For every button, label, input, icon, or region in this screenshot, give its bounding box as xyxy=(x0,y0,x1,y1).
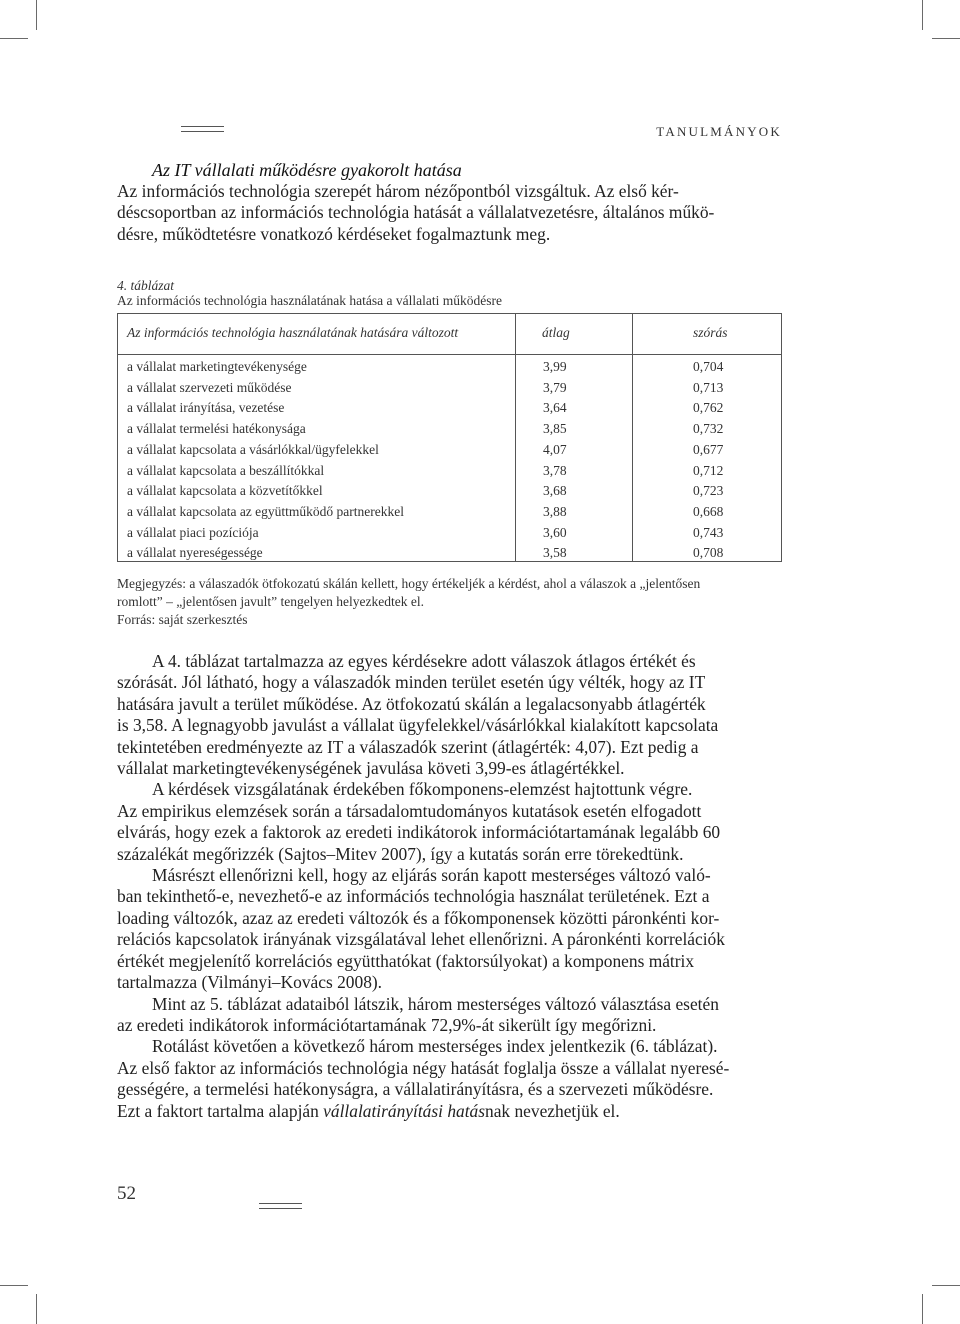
cell-variable: a vállalat szervezeti működése xyxy=(127,379,292,395)
footer-ornament xyxy=(259,1203,302,1209)
cell-variable: a vállalat kapcsolata a közvetítőkkel xyxy=(127,483,323,499)
paragraph xyxy=(117,651,782,779)
crop-mark xyxy=(36,0,37,30)
text-line: relációs kapcsolatok irányának vizsgálatával lehet ellenőrizni. A páronkénti korrelációk xyxy=(117,929,725,950)
header-mean: átlag xyxy=(542,325,570,340)
table-caption: Az információs technológia használatának hatása a vállalati működésre xyxy=(117,293,502,308)
table-row xyxy=(118,378,781,399)
cell-sd: 0,708 xyxy=(693,545,724,561)
cell-variable: a vállalat piaci pozíciója xyxy=(127,524,259,540)
text-fragment: Ezt a faktort tartalma alapján xyxy=(117,1100,324,1121)
results-table xyxy=(117,313,782,562)
text-line: gességére, a termelési hatékonyságra, a vállalatirányításra, és a szervezeti működésre. xyxy=(117,1079,714,1100)
text-line: százalékát megőrizzék (Sajtos–Mitev 2007), így a kutatás során erre törekedtünk. xyxy=(117,843,684,864)
cell-mean: 3,60 xyxy=(543,524,567,540)
crop-mark xyxy=(922,0,923,30)
body-paragraphs xyxy=(117,651,782,1122)
text-line: A kérdések vizsgálatának érdekében főkomponens-elemzést hajtottunk végre. xyxy=(152,779,693,800)
text-line: Rotálást követően a következő három mesterséges index jelentkezik (6. táblázat). xyxy=(152,1036,718,1057)
text-line: Az első faktor az információs technológia négy hatását foglalja össze a vállalat nyeresé- xyxy=(117,1057,730,1078)
text-line: tekintetében eredményezte az IT a válaszadók szerint (átlagérték: 4,07). Ezt pedig a xyxy=(117,736,699,757)
note-source: Forrás: saját szerkesztés xyxy=(117,612,248,627)
cell-variable: a vállalat nyereségessége xyxy=(127,545,263,561)
table-row xyxy=(118,440,781,461)
paragraph xyxy=(117,779,782,865)
table-row xyxy=(118,481,781,502)
cell-mean: 4,07 xyxy=(543,441,567,457)
cell-mean: 3,64 xyxy=(543,400,567,416)
table-row xyxy=(118,398,781,419)
paragraph xyxy=(117,865,782,993)
cell-variable: a vállalat kapcsolata a vásárlókkal/ügyfelekkel xyxy=(127,441,379,457)
crop-mark xyxy=(932,1285,960,1286)
crop-mark xyxy=(0,38,28,39)
cell-mean: 3,58 xyxy=(543,545,567,561)
cell-mean: 3,88 xyxy=(543,503,567,519)
cell-sd: 0,743 xyxy=(693,524,724,540)
text-line: hatására javult a terület működése. Az ötfokozatú skálán a legalacsonyabb átlagérték xyxy=(117,693,706,714)
cell-variable: a vállalat termelési hatékonysága xyxy=(127,421,306,437)
note-line: romlott” – „jelentősen javult” tengelyen helyezkedtek el. xyxy=(117,594,425,609)
text-line: désre, működtetésre vonatkozó kérdéseket fogalmaztunk meg. xyxy=(117,223,551,244)
text-line: déscsoportban az információs technológia hatását a vállalatvezetésre, általános műkö- xyxy=(117,202,715,223)
text-line: az eredeti indikátorok információtartamának 72,9%-át sikerült így megőrizni. xyxy=(117,1014,657,1035)
table-row xyxy=(118,502,781,523)
text-line: vállalat marketingtevékenységének javulása követi 3,99-es átlagértékkel. xyxy=(117,758,625,779)
table-row xyxy=(118,357,781,378)
cell-sd: 0,732 xyxy=(693,421,724,437)
cell-variable: a vállalat kapcsolata a beszállítókkal xyxy=(127,462,325,478)
paragraph xyxy=(117,994,782,1037)
paragraph xyxy=(117,1036,782,1122)
table-note xyxy=(117,575,782,629)
text-line: szórását. Jól látható, hogy a válaszadók minden terület esetén úgy vélték, hogy az IT xyxy=(117,672,706,693)
text-line: loading változók, azaz az eredeti változók és a főkomponensek közötti páronkénti kor- xyxy=(117,907,720,928)
crop-mark xyxy=(922,1294,923,1324)
text-line: Másrészt ellenőrizni kell, hogy az eljárás során kapott mesterséges változó való- xyxy=(152,865,711,886)
crop-mark xyxy=(0,1285,28,1286)
cell-sd: 0,712 xyxy=(693,462,724,478)
table-row xyxy=(118,461,781,482)
text-line: Az empirikus elemzések során a társadalomtudományos kutatások esetén elfogadott xyxy=(117,800,702,821)
text-line: is 3,58. A legnagyobb javulást a vállalat ügyfelekkel/vásárlókkal kialakított kapcsolata xyxy=(117,715,719,736)
header-sd: szórás xyxy=(693,325,728,340)
section-title: Az IT vállalati működésre gyakorolt hatása xyxy=(152,160,462,180)
cell-mean: 3,68 xyxy=(543,483,567,499)
running-header: TANULMÁNYOK xyxy=(656,124,782,139)
crop-mark xyxy=(36,1294,37,1324)
cell-variable: a vállalat marketingtevékenysége xyxy=(127,359,307,374)
table-row xyxy=(118,419,781,440)
cell-mean: 3,79 xyxy=(543,379,567,395)
header-variable: Az információs technológia használatának hatására változott xyxy=(127,325,459,340)
table-header-row xyxy=(118,314,781,355)
page-number: 52 xyxy=(117,1183,136,1204)
cell-mean: 3,78 xyxy=(543,462,567,478)
crop-mark xyxy=(932,38,960,39)
table-row xyxy=(118,523,781,544)
table-label: 4. táblázat xyxy=(117,278,175,293)
text-fragment: vállalatirányítási hatás xyxy=(323,1100,486,1121)
text-line: ban tekinthető-e, nevezhető-e az információs technológia használat területének. Ezt a xyxy=(117,886,710,907)
text-line: tartalmazza (Vilmányi–Kovács 2008). xyxy=(117,972,383,993)
cell-sd: 0,713 xyxy=(693,379,724,395)
note-line: Megjegyzés: a válaszadók ötfokozatú skálán kellett, hogy értékeljék a kérdést, ahol a válaszok a „jelentősen xyxy=(117,576,701,591)
text-line: Mint az 5. táblázat adataiból látszik, három mesterséges változó választása esetén xyxy=(152,993,719,1014)
cell-sd: 0,723 xyxy=(693,483,724,499)
text-line: Az információs technológia szerepét három nézőpontból vizsgáltuk. Az első kér- xyxy=(117,181,679,201)
cell-sd: 0,762 xyxy=(693,400,724,416)
text-line: elvárás, hogy ezek a faktorok az eredeti indikátorok információtartamának legalább 60 xyxy=(117,822,721,843)
intro-paragraph xyxy=(117,181,782,245)
cell-sd: 0,668 xyxy=(693,503,724,519)
text-fragment: nak nevezhetjük el. xyxy=(485,1100,620,1121)
cell-variable: a vállalat kapcsolata az együttműködő partnerekkel xyxy=(127,503,405,519)
cell-sd: 0,704 xyxy=(693,359,724,374)
table-row xyxy=(118,543,781,564)
cell-mean: 3,99 xyxy=(543,359,567,374)
cell-sd: 0,677 xyxy=(693,441,724,457)
text-line xyxy=(117,1101,782,1122)
text-line: A 4. táblázat tartalmazza az egyes kérdésekre adott válaszok átlagos értékét és xyxy=(152,651,696,671)
cell-variable: a vállalat irányítása, vezetése xyxy=(127,400,285,416)
text-line: értékét megjelenítő korrelációs együtthatókat (faktorsúlyokat) a komponens mátrix xyxy=(117,950,695,971)
cell-mean: 3,85 xyxy=(543,421,567,437)
header-ornament xyxy=(181,126,224,132)
